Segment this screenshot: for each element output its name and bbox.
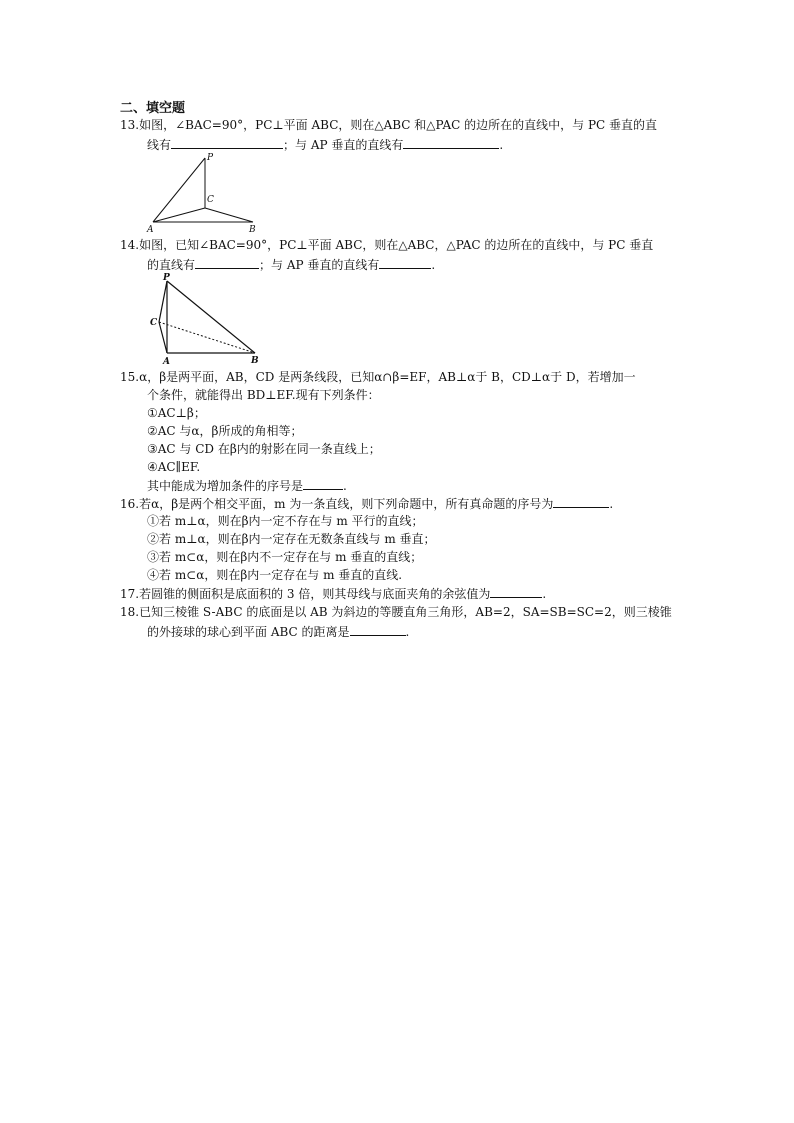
q13-label-c: C bbox=[207, 195, 214, 205]
q15-option-2: ②AC 与α，β所成的角相等； bbox=[147, 424, 303, 438]
q15-text-a: 其中能成为增加条件的序号是 bbox=[147, 479, 304, 493]
q13-figure bbox=[140, 150, 270, 236]
q18-line1: 18.已知三棱锥 S-ABC 的底面是以 AB 为斜边的等腰直角三角形，AB=2，SA=SB=SC=2，则三棱锥 bbox=[120, 605, 672, 619]
q15-option-1: ①AC⊥β； bbox=[147, 406, 206, 420]
q15-line1: 15.α，β是两平面，AB，CD 是两条线段，已知α∩β=EF，AB⊥α于 B，CD⊥α于 D，若增加一 bbox=[120, 370, 636, 384]
q16-option-3: ③若 m⊂α，则在β内不一定存在与 m 垂直的直线； bbox=[147, 550, 423, 564]
q16-text-a: 16.若α，β是两个相交平面，m 为一条直线，则下列命题中，所有真命题的序号为 bbox=[120, 497, 554, 511]
q18-text-b: . bbox=[405, 625, 410, 639]
q13-label-b: B bbox=[249, 225, 256, 235]
q14-text-c: . bbox=[431, 258, 436, 272]
q16-text-b: . bbox=[609, 497, 614, 511]
q16-blank[interactable] bbox=[553, 495, 609, 508]
q15-last-line bbox=[147, 477, 347, 495]
q16-line1 bbox=[120, 495, 613, 513]
q16-option-1: ①若 m⊥α，则在β内一定不存在与 m 平行的直线； bbox=[147, 514, 424, 528]
q13-blank-1[interactable] bbox=[171, 136, 283, 149]
q14-text-b: ；与 AP 垂直的直线有 bbox=[259, 258, 380, 272]
q16-option-2: ②若 m⊥α，则在β内一定存在无数条直线与 m 垂直； bbox=[147, 532, 436, 546]
q14-text-a: 的直线有 bbox=[147, 258, 196, 272]
q13-label-p: P bbox=[207, 153, 214, 163]
q18-blank[interactable] bbox=[350, 623, 406, 636]
q14-figure bbox=[145, 270, 270, 368]
q17-text-a: 17.若圆锥的侧面积是底面积的 3 倍，则其母线与底面夹角的余弦值为 bbox=[120, 587, 491, 601]
q14-blank-1[interactable] bbox=[195, 256, 259, 269]
q15-blank[interactable] bbox=[303, 477, 343, 490]
q15-text-b: . bbox=[343, 479, 347, 493]
q14-blank-2[interactable] bbox=[379, 256, 431, 269]
q17-line1 bbox=[120, 585, 546, 603]
q15-line2: 个条件，就能得出 BD⊥EF.现有下列条件： bbox=[147, 388, 380, 402]
q17-text-b: . bbox=[542, 587, 547, 601]
q13-text-a: 线有 bbox=[147, 138, 172, 152]
q15-option-3: ③AC 与 CD 在β内的射影在同一条直线上； bbox=[147, 442, 381, 456]
q14-line1: 14.如图，已知∠BAC=90°，PC⊥平面 ABC，则在△ABC，△PAC 的边所在的直线中，与 PC 垂直 bbox=[120, 238, 654, 252]
q14-label-c: C bbox=[150, 318, 158, 328]
q16-option-4: ④若 m⊂α，则在β内一定存在与 m 垂直的直线. bbox=[147, 568, 403, 582]
q13-blank-2[interactable] bbox=[403, 136, 499, 149]
q13-text-b: ；与 AP 垂直的直线有 bbox=[283, 138, 404, 152]
q17-blank[interactable] bbox=[490, 585, 542, 598]
q15-option-4: ④AC∥EF. bbox=[147, 460, 201, 474]
q14-label-a: A bbox=[163, 357, 170, 367]
q18-line2 bbox=[147, 623, 409, 641]
q13-line1: 13.如图，∠BAC=90°，PC⊥平面 ABC，则在△ABC 和△PAC 的边所在的直线中，与 PC 垂直的直 bbox=[120, 118, 658, 132]
section-title: 二、填空题 bbox=[120, 101, 186, 116]
q14-label-b: B bbox=[251, 356, 259, 366]
q13-label-a: A bbox=[147, 225, 154, 235]
q13-text-c: . bbox=[499, 138, 504, 152]
q14-label-p: P bbox=[163, 273, 170, 283]
q18-text-a: 的外接球的球心到平面 ABC 的距离是 bbox=[147, 625, 350, 639]
